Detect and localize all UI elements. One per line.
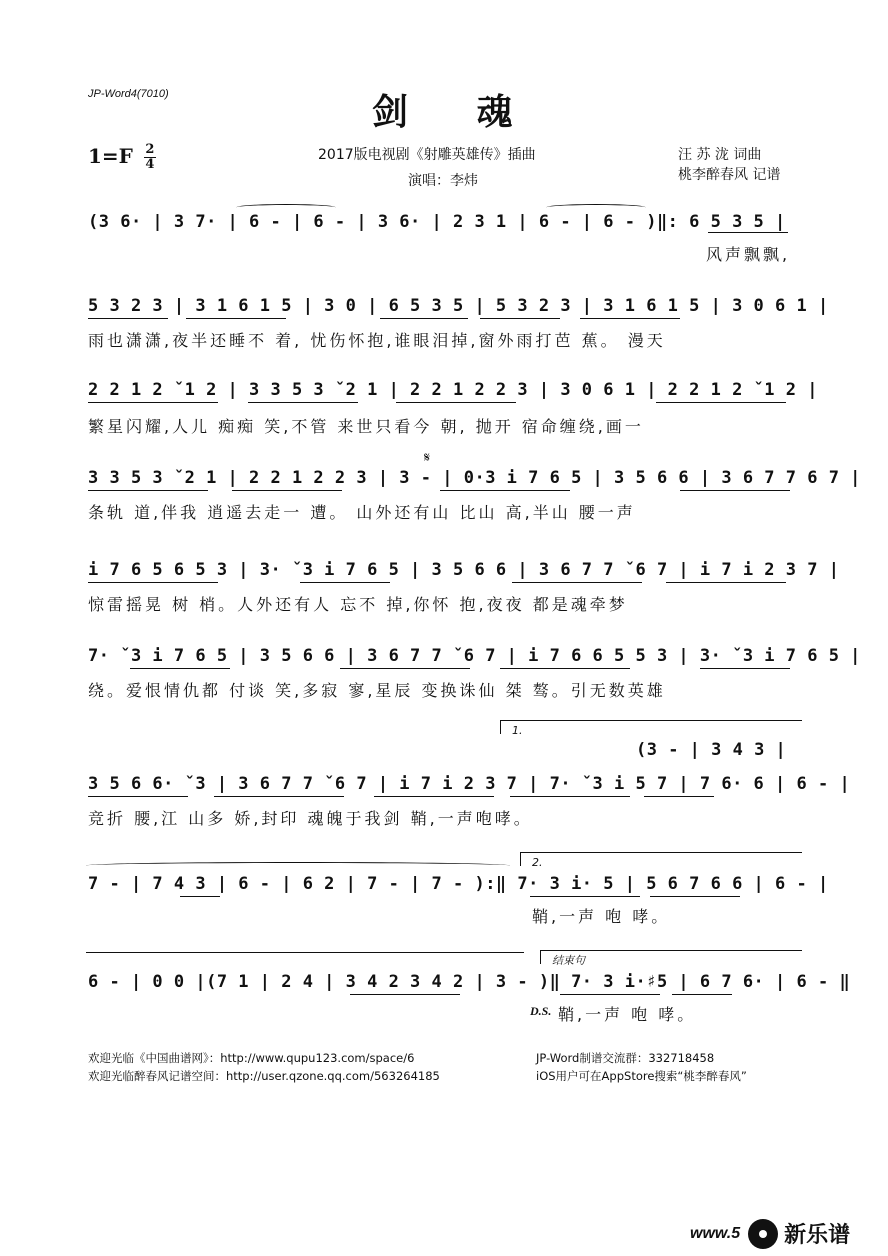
underline-mark [214,796,344,797]
watermark-url: www.5 [690,1224,741,1242]
subtitle: 2017版电视剧《射雕英雄传》插曲 [318,147,536,163]
underline-mark [530,896,640,897]
score-notes-line-5: i 7 6 5 6 5 3 | 3· ˇ3 i 7 6 5 | 3 5 6 6 | 3 6 7 7 ˇ6 7 | i 7 i 2 3 7 | [88,560,840,580]
score-lyrics-line-7: 竞折 腰,江 山多 娇,封印 魂魄于我剑 鞘,一声咆哮。 [88,809,533,828]
tie-mark [546,204,646,211]
phrase-line [86,952,524,953]
underline-mark [300,582,390,583]
score-notes-line-3: 2 2 1 2 ˇ1 2 | 3 3 5 3 ˇ2 1 | 2 2 1 2 2 3 | 3 0 6 1 | 2 2 1 2 ˇ1 2 | [88,380,818,400]
score-lyrics-line-8: 鞘,一声 咆 哮。 [532,907,671,926]
page-title: 剑 魂 [372,91,541,133]
volta-bracket-left [500,720,501,734]
volta-label-2: 2. [532,856,543,869]
underline-mark [130,668,230,669]
coda-bracket-left [540,950,541,964]
volta-bracket-left [520,852,521,866]
score-lyrics-line-1: 风声飘飘, [706,245,791,264]
underline-mark [440,490,570,491]
underline-mark [374,796,494,797]
underline-mark [88,796,188,797]
underline-mark [88,490,208,491]
footer-link-qzone[interactable]: 欢迎光临醉春风记谱空间：http://user.qzone.qq.com/563264185 [88,1069,440,1083]
score-lyrics-line-4: 条轨 道,伴我 逍遥去走一 遭。 山外还有山 比山 高,半山 腰一声 [88,503,636,522]
record-disc-icon [748,1219,778,1249]
software-label: JP-Word4(7010) [88,88,169,100]
underline-mark [180,896,220,897]
underline-mark [186,318,286,319]
underline-mark [700,668,790,669]
score-notes-line-7: 3 5 6 6· ˇ3 | 3 6 7 7 ˇ6 7 | i 7 i 2 3 7 | 7· ˇ3 i 5 7 | 7 6· 6 | 6 - | [88,774,851,794]
volta-bracket-top [520,852,802,853]
underline-mark [480,318,560,319]
score-lyrics-line-5: 惊雷摇晃 树 梢。人外还有人 忘不 掉,你怀 抱,夜夜 都是魂牵梦 [88,595,628,614]
underline-mark [680,490,790,491]
score-lyrics-line-3: 繁星闪耀,人儿 痴痴 笑,不管 来世只看今 朝, 抛开 宿命缠绕,画一 [88,417,644,436]
underline-mark [708,232,788,233]
underline-mark [340,668,470,669]
underline-mark [666,582,786,583]
footer-link-qupu[interactable]: 欢迎光临《中国曲谱网》：http://www.qupu123.com/space/6 [88,1051,415,1065]
underline-mark [88,318,168,319]
underline-mark [500,668,630,669]
underline-mark [248,402,358,403]
underline-mark [656,402,786,403]
segno-icon: 𝄋 [424,450,431,466]
coda-bracket-top [540,950,802,951]
underline-mark [510,796,630,797]
underline-mark [232,490,342,491]
watermark [690,1218,850,1249]
underline-mark [672,994,732,995]
ds-marking: D.S. [530,1004,552,1018]
ending-label: 结束句 [552,954,585,967]
score-lyrics-line-2: 雨也潇潇,夜半还睡不 着, 忧伤怀抱,谁眼泪掉,窗外雨打芭 蕉。 漫天 [88,331,666,350]
underline-mark [88,402,218,403]
underline-mark [650,896,740,897]
phrase-slur [86,862,510,869]
underline-mark [380,318,468,319]
watermark-brand: 新乐谱 [784,1223,851,1248]
underline-mark [580,318,680,319]
underline-mark [396,402,516,403]
accompaniment-bracket: (3 - | 3 4 3 | [636,740,787,760]
tie-mark [236,204,336,211]
time-signature: $\frac{2}{4}$ [145,142,155,172]
score-notes-line-9: 6 - | 0 0 |(7 1 | 2 4 | 3 4 2 3 4 2 | 3 - )‖ 7· 3 i·♯5 | 6 7 6· | 6 - ‖ [88,972,851,992]
key-signature: 1=F $\frac{2}{4}$ [88,142,155,172]
score-notes-line-8: 7 - | 7 4 3 | 6 - | 6 2 | 7 - | 7 - ):‖ 7· 3 i· 5 | 5 6 7 6 6 | 6 - | [88,874,829,894]
footer-group-info: JP-Word制谱交流群：332718458 [536,1051,715,1065]
score-notes-line-2: 5 3 2 3 | 3 1 6 1 5 | 3 0 | 6 5 3 5 | 5 3 2 3 | 3 1 6 1 5 | 3 0 6 1 | [88,296,829,316]
score-lyrics-line-6: 绕。爱恨情仇都 付谈 笑,多寂 寥,星辰 变换诛仙 桀 骜。引无数英雄 [88,681,666,700]
score-notes-line-1: (3 6· | 3 7· | 6 - | 6 - | 3 6· | 2 3 1 | 6 - | 6 - )‖: 6 5 3 5 | [88,212,786,232]
transcriber: 桃李醉春风 记谱 [678,167,781,183]
underline-mark [560,994,660,995]
underline-mark [350,994,460,995]
score-lyrics-line-9: 鞘,一声 咆 哮。 [558,1005,697,1024]
composer: 汪 苏 泷 词曲 [678,147,762,163]
volta-label-1: 1. [512,724,523,737]
footer-ios-info: iOS用户可在AppStore搜索“桃李醉春风” [536,1069,747,1083]
underline-mark [88,582,218,583]
singer: 演唱：李炜 [408,173,478,189]
underline-mark [644,796,714,797]
underline-mark [512,582,642,583]
volta-bracket-top [500,720,802,721]
score-notes-line-4: 3 3 5 3 ˇ2 1 | 2 2 1 2 2 3 | 3 - | 0·3 i 7 6 5 | 3 5 6 6 | 3 6 7 7 6 7 | [88,468,861,488]
score-notes-line-6: 7· ˇ3 i 7 6 5 | 3 5 6 6 | 3 6 7 7 ˇ6 7 | i 7 6 6 5 5 3 | 3· ˇ3 i 7 6 5 | [88,646,861,666]
